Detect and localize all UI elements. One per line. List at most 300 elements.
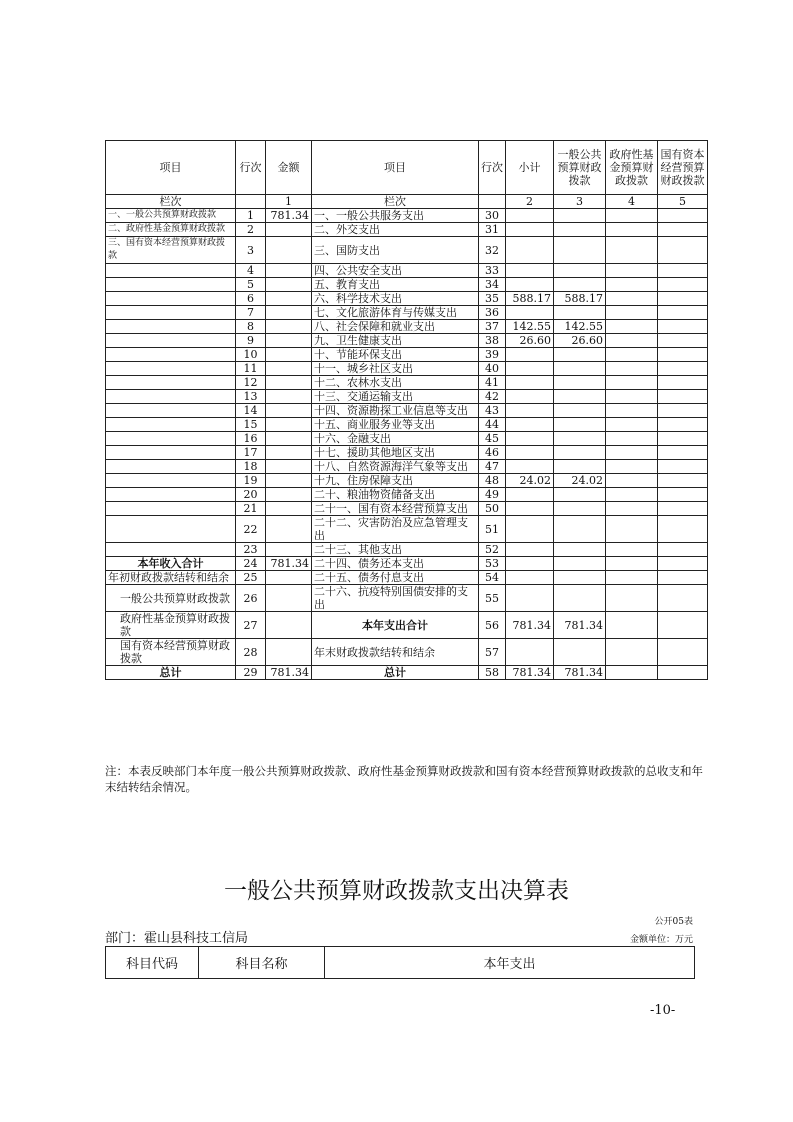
income-item — [106, 320, 236, 334]
header-amount: 金额 — [266, 141, 312, 195]
income-amount — [266, 292, 312, 306]
gov-fund-amount — [606, 474, 658, 488]
gov-fund-amount — [606, 376, 658, 390]
table-row — [106, 502, 708, 516]
subtotal: 142.55 — [506, 320, 554, 334]
income-line-no: 22 — [236, 516, 266, 543]
general-budget-amount — [554, 209, 606, 223]
gov-fund-amount — [606, 432, 658, 446]
income-line-no: 2 — [236, 223, 266, 237]
header-general-budget: 一般公共预算财政拨款 — [554, 141, 606, 195]
gov-fund-amount — [606, 516, 658, 543]
state-asset-amount — [658, 362, 708, 376]
table-row — [106, 348, 708, 362]
section-title: 一般公共预算财政拨款支出决算表 — [224, 878, 569, 904]
income-item: 年初财政拨款结转和结余 — [106, 571, 236, 585]
expense-line-no: 41 — [479, 376, 506, 390]
expense-line-no: 37 — [479, 320, 506, 334]
expense-item: 二十三、其他支出 — [312, 543, 479, 557]
expense-item: 五、教育支出 — [312, 278, 479, 292]
subtotal — [506, 502, 554, 516]
state-asset-amount — [658, 418, 708, 432]
expense-item: 七、文化旅游体育与传媒支出 — [312, 306, 479, 320]
general-budget-amount — [554, 446, 606, 460]
expense-line-no: 36 — [479, 306, 506, 320]
general-budget-amount — [554, 223, 606, 237]
income-item — [106, 460, 236, 474]
expense-item: 八、社会保障和就业支出 — [312, 320, 479, 334]
general-budget-amount — [554, 488, 606, 502]
table-row — [106, 612, 708, 639]
table-row — [106, 474, 708, 488]
table-row — [106, 376, 708, 390]
table-note: 注：本表反映部门本年度一般公共预算财政拨款、政府性基金预算财政拨款和国有资本经营预算财政拨款的总收支和年末结转结余情况。 — [105, 764, 703, 794]
gov-fund-amount — [606, 488, 658, 502]
income-line-no: 13 — [236, 390, 266, 404]
expense-item: 一、一般公共服务支出 — [312, 209, 479, 223]
income-amount — [266, 432, 312, 446]
income-item — [106, 404, 236, 418]
gov-fund-amount — [606, 209, 658, 223]
general-budget-expenditure-table — [105, 946, 695, 979]
gov-fund-amount — [606, 237, 658, 264]
income-item — [106, 292, 236, 306]
gov-fund-amount — [606, 404, 658, 418]
gov-fund-amount — [606, 612, 658, 639]
table-row — [106, 334, 708, 348]
expense-line-no: 38 — [479, 334, 506, 348]
general-budget-amount — [554, 460, 606, 474]
state-asset-amount — [658, 639, 708, 666]
col-index-govfund: 4 — [606, 195, 658, 209]
expense-line-no: 57 — [479, 639, 506, 666]
state-asset-amount — [658, 502, 708, 516]
general-budget-amount — [554, 543, 606, 557]
expense-item: 三、国防支出 — [312, 237, 479, 264]
expense-line-no: 54 — [479, 571, 506, 585]
gov-fund-amount — [606, 557, 658, 571]
subtotal — [506, 404, 554, 418]
income-line-no: 18 — [236, 460, 266, 474]
subtotal — [506, 390, 554, 404]
general-budget-amount: 26.60 — [554, 334, 606, 348]
state-asset-amount — [658, 237, 708, 264]
income-item: 一般公共预算财政拨款 — [106, 585, 236, 612]
state-asset-amount — [658, 390, 708, 404]
gov-fund-amount — [606, 502, 658, 516]
income-line-no: 1 — [236, 209, 266, 223]
income-line-no: 29 — [236, 666, 266, 680]
income-line-no: 28 — [236, 639, 266, 666]
table-number: 公开05表 — [654, 917, 693, 927]
expense-item: 十五、商业服务业等支出 — [312, 418, 479, 432]
general-budget-amount: 588.17 — [554, 292, 606, 306]
col-index-label-left: 栏次 — [106, 195, 236, 209]
income-amount: 781.34 — [266, 209, 312, 223]
income-item — [106, 390, 236, 404]
gov-fund-amount — [606, 334, 658, 348]
expense-line-no: 35 — [479, 292, 506, 306]
general-budget-amount — [554, 557, 606, 571]
general-budget-amount — [554, 237, 606, 264]
table-row — [106, 237, 708, 264]
expense-line-no: 58 — [479, 666, 506, 680]
gov-fund-amount — [606, 390, 658, 404]
expense-item: 十、节能环保支出 — [312, 348, 479, 362]
income-line-no: 7 — [236, 306, 266, 320]
subtotal — [506, 264, 554, 278]
table-row — [106, 585, 708, 612]
table-row — [106, 543, 708, 557]
gov-fund-amount — [606, 292, 658, 306]
income-amount: 781.34 — [266, 557, 312, 571]
table-row — [106, 278, 708, 292]
state-asset-amount — [658, 223, 708, 237]
general-budget-amount — [554, 278, 606, 292]
expense-item: 十八、自然资源海洋气象等支出 — [312, 460, 479, 474]
income-amount — [266, 612, 312, 639]
general-budget-amount — [554, 502, 606, 516]
income-amount — [266, 390, 312, 404]
state-asset-amount — [658, 278, 708, 292]
expense-item: 十九、住房保障支出 — [312, 474, 479, 488]
income-line-no: 23 — [236, 543, 266, 557]
expense-line-no: 47 — [479, 460, 506, 474]
general-budget-amount — [554, 418, 606, 432]
income-amount — [266, 474, 312, 488]
income-line-no: 19 — [236, 474, 266, 488]
state-asset-amount — [658, 543, 708, 557]
table-row — [106, 432, 708, 446]
header-line-left: 行次 — [236, 141, 266, 195]
income-item — [106, 543, 236, 557]
table-row — [106, 306, 708, 320]
subtotal — [506, 418, 554, 432]
expense-line-no: 56 — [479, 612, 506, 639]
income-item: 总计 — [106, 666, 236, 680]
state-asset-amount — [658, 488, 708, 502]
table-row — [106, 488, 708, 502]
income-amount — [266, 543, 312, 557]
income-line-no: 9 — [236, 334, 266, 348]
state-asset-amount — [658, 209, 708, 223]
table-header-row — [106, 141, 708, 195]
income-amount — [266, 571, 312, 585]
state-asset-amount — [658, 320, 708, 334]
subtotal — [506, 348, 554, 362]
gov-fund-amount — [606, 585, 658, 612]
general-budget-amount — [554, 306, 606, 320]
income-amount — [266, 460, 312, 474]
expense-item: 二、外交支出 — [312, 223, 479, 237]
table-row — [106, 292, 708, 306]
table-row — [106, 404, 708, 418]
amount-unit-label: 金额单位：万元 — [629, 935, 693, 945]
expense-item: 本年支出合计 — [312, 612, 479, 639]
income-item — [106, 502, 236, 516]
expense-item: 十六、金融支出 — [312, 432, 479, 446]
income-amount — [266, 639, 312, 666]
income-item — [106, 278, 236, 292]
col-index-stateasset: 5 — [658, 195, 708, 209]
subtotal — [506, 237, 554, 264]
subtotal: 781.34 — [506, 666, 554, 680]
subtotal — [506, 488, 554, 502]
state-asset-amount — [658, 264, 708, 278]
table-row — [106, 320, 708, 334]
header-subject-name: 科目名称 — [199, 947, 325, 979]
income-item — [106, 432, 236, 446]
expense-line-no: 42 — [479, 390, 506, 404]
income-amount — [266, 237, 312, 264]
expense-line-no: 43 — [479, 404, 506, 418]
expense-line-no: 46 — [479, 446, 506, 460]
general-budget-amount — [554, 404, 606, 418]
expense-line-no: 49 — [479, 488, 506, 502]
income-amount — [266, 446, 312, 460]
expense-line-no: 52 — [479, 543, 506, 557]
header-item-right: 项目 — [312, 141, 479, 195]
department-label: 部门：霍山县科技工信局 — [105, 931, 249, 946]
expense-item: 十三、交通运输支出 — [312, 390, 479, 404]
income-item: 三、国有资本经营预算财政拨款 — [106, 237, 236, 264]
table-row — [106, 223, 708, 237]
table-row — [106, 390, 708, 404]
gov-fund-amount — [606, 460, 658, 474]
state-asset-amount — [658, 585, 708, 612]
state-asset-amount — [658, 292, 708, 306]
general-budget-amount — [554, 639, 606, 666]
general-budget-amount: 142.55 — [554, 320, 606, 334]
income-item — [106, 334, 236, 348]
income-amount: 781.34 — [266, 666, 312, 680]
table-row — [106, 571, 708, 585]
income-item — [106, 446, 236, 460]
state-asset-amount — [658, 474, 708, 488]
state-asset-amount — [658, 666, 708, 680]
income-item — [106, 362, 236, 376]
state-asset-amount — [658, 306, 708, 320]
subtotal — [506, 460, 554, 474]
income-item: 国有资本经营预算财政拨款 — [106, 639, 236, 666]
general-budget-amount — [554, 362, 606, 376]
table-row — [106, 460, 708, 474]
gov-fund-amount — [606, 362, 658, 376]
general-budget-amount — [554, 516, 606, 543]
gov-fund-amount — [606, 446, 658, 460]
expense-line-no: 33 — [479, 264, 506, 278]
table-row — [106, 666, 708, 680]
expense-line-no: 51 — [479, 516, 506, 543]
income-line-no: 5 — [236, 278, 266, 292]
subtotal — [506, 362, 554, 376]
state-asset-amount — [658, 404, 708, 418]
income-item: 本年收入合计 — [106, 557, 236, 571]
header-line-right: 行次 — [479, 141, 506, 195]
table-row — [106, 209, 708, 223]
income-amount — [266, 223, 312, 237]
income-line-no: 26 — [236, 585, 266, 612]
expense-item: 二十四、债务还本支出 — [312, 557, 479, 571]
income-item: 二、政府性基金预算财政拨款 — [106, 223, 236, 237]
expense-item: 九、卫生健康支出 — [312, 334, 479, 348]
income-line-no: 16 — [236, 432, 266, 446]
state-asset-amount — [658, 460, 708, 474]
income-line-no: 25 — [236, 571, 266, 585]
table-row — [106, 516, 708, 543]
income-item — [106, 376, 236, 390]
header-gov-fund: 政府性基金预算财政拨款 — [606, 141, 658, 195]
subtotal — [506, 432, 554, 446]
expense-item: 四、公共安全支出 — [312, 264, 479, 278]
income-line-no: 10 — [236, 348, 266, 362]
gov-fund-amount — [606, 278, 658, 292]
col-index-label-right: 栏次 — [312, 195, 479, 209]
income-line-no: 21 — [236, 502, 266, 516]
subtotal: 24.02 — [506, 474, 554, 488]
subtotal: 26.60 — [506, 334, 554, 348]
income-line-no: 27 — [236, 612, 266, 639]
col-index-general: 3 — [554, 195, 606, 209]
income-line-no: 12 — [236, 376, 266, 390]
gov-fund-amount — [606, 348, 658, 362]
subtotal — [506, 223, 554, 237]
income-item — [106, 488, 236, 502]
state-asset-amount — [658, 334, 708, 348]
income-line-no: 11 — [236, 362, 266, 376]
general-budget-amount — [554, 264, 606, 278]
gov-fund-amount — [606, 666, 658, 680]
gov-fund-amount — [606, 639, 658, 666]
table-row — [106, 418, 708, 432]
expense-item: 十一、城乡社区支出 — [312, 362, 479, 376]
state-asset-amount — [658, 348, 708, 362]
general-budget-amount — [554, 585, 606, 612]
expense-line-no: 30 — [479, 209, 506, 223]
subtotal — [506, 571, 554, 585]
expense-item: 二十六、抗疫特别国债安排的支出 — [312, 585, 479, 612]
subtotal — [506, 516, 554, 543]
expense-item: 年末财政拨款结转和结余 — [312, 639, 479, 666]
income-line-no: 3 — [236, 237, 266, 264]
income-line-no: 6 — [236, 292, 266, 306]
gov-fund-amount — [606, 571, 658, 585]
state-asset-amount — [658, 612, 708, 639]
subtotal — [506, 585, 554, 612]
state-asset-amount — [658, 446, 708, 460]
col-index-subtotal: 2 — [506, 195, 554, 209]
expense-item: 十二、农林水支出 — [312, 376, 479, 390]
income-amount — [266, 320, 312, 334]
income-item: 一、一般公共预算财政拨款 — [106, 209, 236, 223]
expense-line-no: 31 — [479, 223, 506, 237]
income-amount — [266, 264, 312, 278]
column-index-row — [106, 195, 708, 209]
income-amount — [266, 278, 312, 292]
state-asset-amount — [658, 376, 708, 390]
income-amount — [266, 306, 312, 320]
expense-line-no: 50 — [479, 502, 506, 516]
page-number: -10- — [650, 1003, 676, 1018]
income-item — [106, 306, 236, 320]
income-item: 政府性基金预算财政拨款 — [106, 612, 236, 639]
expense-item: 二十一、国有资本经营预算支出 — [312, 502, 479, 516]
income-line-no: 4 — [236, 264, 266, 278]
gov-fund-amount — [606, 543, 658, 557]
table-row — [106, 557, 708, 571]
income-amount — [266, 502, 312, 516]
income-item — [106, 264, 236, 278]
income-line-no: 20 — [236, 488, 266, 502]
expense-item: 二十二、灾害防治及应急管理支出 — [312, 516, 479, 543]
expense-line-no: 34 — [479, 278, 506, 292]
expense-item: 六、科学技术支出 — [312, 292, 479, 306]
gov-fund-amount — [606, 223, 658, 237]
expense-item: 十四、资源勘探工业信息等支出 — [312, 404, 479, 418]
income-amount — [266, 376, 312, 390]
subtotal — [506, 306, 554, 320]
general-budget-amount — [554, 390, 606, 404]
expense-item: 二十五、债务付息支出 — [312, 571, 479, 585]
header-item-left: 项目 — [106, 141, 236, 195]
header-subtotal: 小计 — [506, 141, 554, 195]
subtotal — [506, 446, 554, 460]
expense-item: 总计 — [312, 666, 479, 680]
expense-line-no: 32 — [479, 237, 506, 264]
income-line-no: 14 — [236, 404, 266, 418]
expense-line-no: 48 — [479, 474, 506, 488]
table-row — [106, 446, 708, 460]
header-subject-code: 科目代码 — [106, 947, 199, 979]
state-asset-amount — [658, 432, 708, 446]
header-current-year-expenditure: 本年支出 — [325, 947, 695, 979]
expense-line-no: 53 — [479, 557, 506, 571]
income-amount — [266, 334, 312, 348]
income-line-no: 24 — [236, 557, 266, 571]
gov-fund-amount — [606, 320, 658, 334]
income-item — [106, 418, 236, 432]
subtotal — [506, 278, 554, 292]
expense-line-no: 40 — [479, 362, 506, 376]
general-budget-amount — [554, 348, 606, 362]
col-index-amount: 1 — [266, 195, 312, 209]
income-amount — [266, 488, 312, 502]
expense-item: 十七、援助其他地区支出 — [312, 446, 479, 460]
state-asset-amount — [658, 516, 708, 543]
income-item — [106, 348, 236, 362]
gov-fund-amount — [606, 264, 658, 278]
income-amount — [266, 418, 312, 432]
subtotal — [506, 543, 554, 557]
general-budget-amount: 24.02 — [554, 474, 606, 488]
expense-line-no: 45 — [479, 432, 506, 446]
fiscal-appropriation-summary-table — [105, 140, 708, 680]
expense-line-no: 39 — [479, 348, 506, 362]
subtotal: 588.17 — [506, 292, 554, 306]
gov-fund-amount — [606, 306, 658, 320]
expense-item: 二十、粮油物资储备支出 — [312, 488, 479, 502]
subtotal — [506, 557, 554, 571]
income-amount — [266, 362, 312, 376]
expense-line-no: 44 — [479, 418, 506, 432]
subtotal — [506, 376, 554, 390]
table-row — [106, 264, 708, 278]
table-row — [106, 362, 708, 376]
income-line-no: 15 — [236, 418, 266, 432]
state-asset-amount — [658, 571, 708, 585]
header-state-asset: 国有资本经营预算财政拨款 — [658, 141, 708, 195]
general-budget-amount — [554, 376, 606, 390]
